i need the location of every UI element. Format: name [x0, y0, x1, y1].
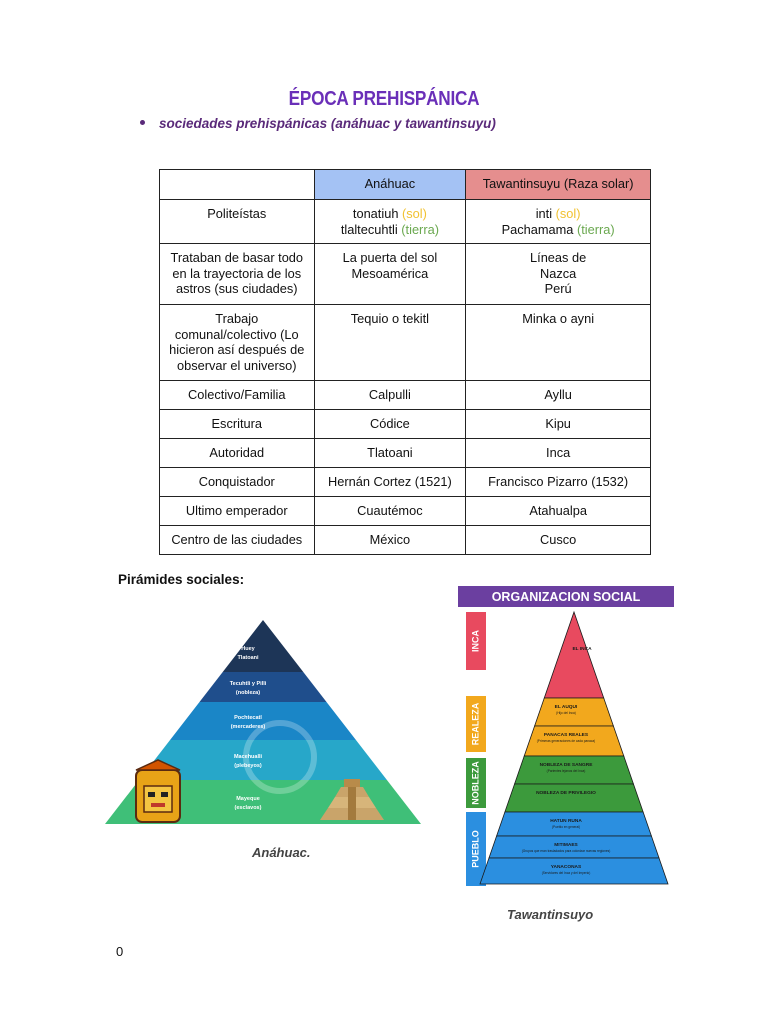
header-anahuac: Anáhuac	[314, 170, 466, 200]
deity-name: tlaltecuhtli	[340, 221, 398, 237]
deity-note: (sol)	[402, 206, 427, 221]
table-row	[160, 244, 651, 305]
pyramid-level	[544, 612, 603, 698]
row-label: Escritura	[160, 410, 315, 439]
row-label: Colectivo/Familia	[160, 381, 315, 410]
deity-name: inti	[535, 206, 553, 221]
level-sub: (Grupos que eran trasladados para colonizar nuevas regiones)	[521, 849, 611, 853]
level-sub: (Hijo del Inca)	[556, 711, 576, 715]
level-name: Mayeque	[236, 796, 260, 802]
level-name: PANACAS REALES	[543, 733, 589, 738]
side-tier-label: PUEBLO	[470, 830, 481, 868]
deity-name: tonatiuh	[352, 206, 399, 221]
side-tier-label: INCA	[470, 630, 481, 652]
row-label: Autoridad	[160, 439, 315, 468]
header-empty	[160, 170, 315, 200]
cell-tawantinsuyu: Atahualpa	[466, 497, 651, 526]
table-header-row	[160, 170, 651, 200]
cell-tawantinsuyu: Inca	[466, 439, 651, 468]
table-row	[160, 439, 651, 468]
level-name: NOBLEZA DE SANGRE	[539, 763, 593, 768]
table-row	[160, 200, 651, 244]
pyramid-level	[170, 702, 356, 740]
level-sub: (Parientes lejanos del Inca)	[546, 769, 586, 773]
level-sub: (plebeyos)	[234, 763, 262, 769]
deity-note: (tierra)	[576, 221, 615, 237]
cell-anahuac: Cuautémoc	[314, 497, 466, 526]
cell-tawantinsuyu: Kipu	[466, 410, 651, 439]
table-row	[160, 305, 651, 381]
cell-tawantinsuyu	[466, 200, 651, 244]
level-name: Macehualli	[233, 754, 263, 760]
deity-note: (sol)	[555, 206, 581, 221]
cell-anahuac	[314, 200, 466, 244]
cell-anahuac: Calpulli	[314, 381, 466, 410]
level-sub: (Primeras generaciones de cada panaca)	[536, 739, 596, 743]
cell-anahuac: Tlatoani	[314, 439, 466, 468]
level-sub: Tlatoani	[237, 655, 259, 661]
row-label: Conquistador	[160, 468, 315, 497]
row-label: Centro de las ciudades	[160, 526, 315, 555]
side-tier-label: NOBLEZA	[470, 761, 481, 805]
pyramid-level	[497, 812, 652, 836]
cell-tawantinsuyu: Ayllu	[466, 381, 651, 410]
level-name: MITIMAES	[554, 843, 578, 848]
pyramid-level	[505, 784, 643, 812]
header-tawantinsuyu: Tawantinsuyu (Raza solar)	[466, 170, 651, 200]
cell-anahuac: Hernán Cortez (1521)	[314, 468, 466, 497]
row-label: Trabajo comunal/colectivo (Lo hicieron así después de observar el universo)	[160, 305, 315, 381]
cell-anahuac: La puerta del sol Mesoamérica	[314, 244, 466, 305]
tawantinsuyu-pyramid	[456, 586, 678, 886]
anahuac-caption: Anáhuac.	[252, 845, 311, 860]
level-name: EL INCA	[572, 647, 592, 652]
level-sub: (Servidores del Inca y del Imperio)	[541, 871, 591, 875]
level-name: Pochtecatl	[234, 715, 262, 721]
table-row	[160, 526, 651, 555]
section-subheading: Pirámides sociales:	[118, 572, 245, 587]
table-row	[160, 497, 651, 526]
level-sub: (esclavos)	[234, 805, 262, 811]
level-name: EL AUQUI	[554, 705, 578, 710]
level-name: NOBLEZA DE PRIVILEGIO	[536, 791, 596, 796]
level-name: Huey	[241, 646, 255, 652]
bullet-item	[140, 116, 496, 131]
aztec-mask-icon	[136, 760, 180, 822]
comparison-table	[159, 169, 651, 555]
tawantinsuyu-caption: Tawantinsuyo	[507, 907, 594, 922]
bullet-dot-icon	[140, 120, 145, 125]
row-label: Trataban de basar todo en la trayectoria de los astros (sus ciudades)	[160, 244, 315, 305]
table-row	[160, 468, 651, 497]
page-title: ÉPOCA PREHISPÁNICA	[288, 88, 480, 110]
row-label: Ultimo emperador	[160, 497, 315, 526]
bullet-text: sociedades prehispánicas (anáhuac y tawantinsuyu)	[159, 116, 496, 131]
banner-title: ORGANIZACION SOCIAL	[491, 590, 641, 604]
level-name: HATUN RUNA	[550, 819, 582, 824]
cell-tawantinsuyu: Minka o ayni	[466, 305, 651, 381]
level-sub: (mercaderes)	[230, 724, 266, 730]
cell-anahuac: Códice	[314, 410, 466, 439]
cell-anahuac: Tequio o tekitl	[314, 305, 466, 381]
anahuac-pyramid	[102, 612, 424, 827]
cell-tawantinsuyu: Líneas de Nazca Perú	[466, 244, 651, 305]
deity-name: Pachamama	[501, 221, 574, 237]
table-row	[160, 381, 651, 410]
deity-note: (tierra)	[401, 221, 439, 237]
level-name: Tecuhtli y Pilli	[229, 681, 267, 687]
row-label: Politeístas	[160, 200, 315, 244]
page-number: 0	[116, 944, 124, 959]
table-row	[160, 410, 651, 439]
level-sub: (Pueblo en general)	[552, 825, 580, 829]
cell-anahuac: México	[314, 526, 466, 555]
cell-tawantinsuyu: Cusco	[466, 526, 651, 555]
level-name: YANACONAS	[550, 865, 582, 870]
cell-tawantinsuyu: Francisco Pizarro (1532)	[466, 468, 651, 497]
side-tier-label: REALEZA	[470, 702, 481, 746]
level-sub: (nobleza)	[235, 690, 261, 696]
